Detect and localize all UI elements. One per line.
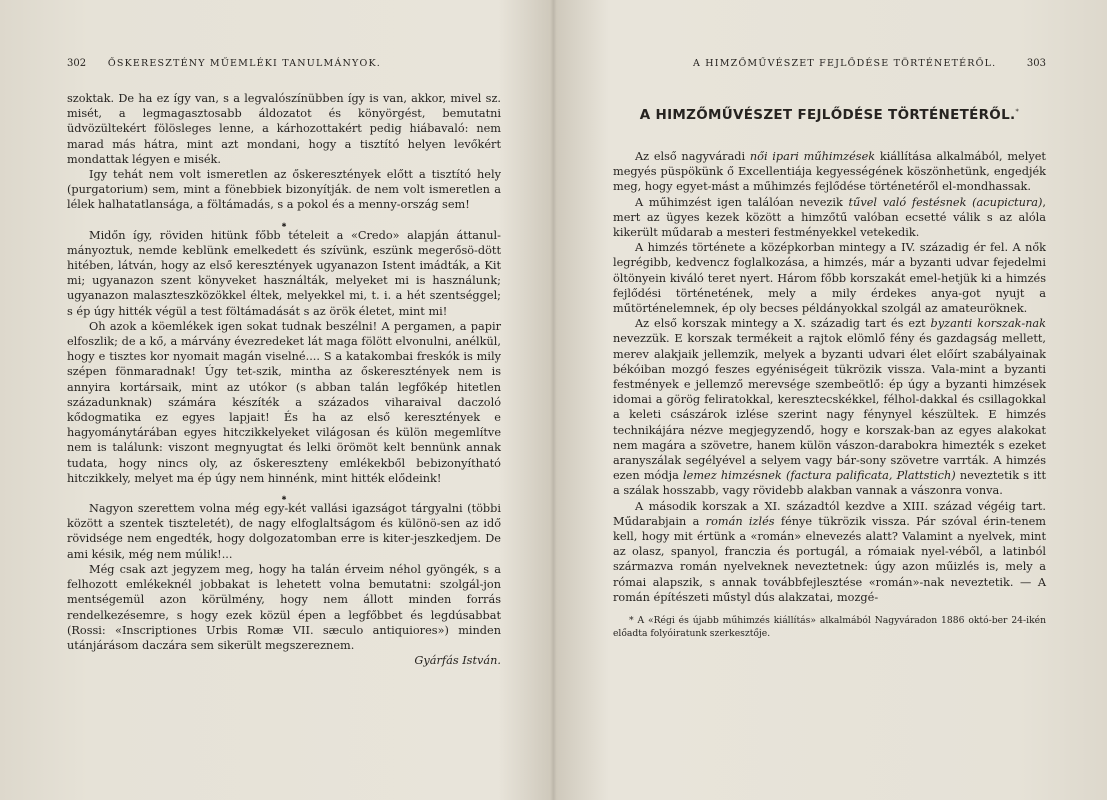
running-head-title-right: A HIMZŐMŰVÉSZET FEJLŐDÉSE TÖRTÉNETÉRŐL. — [693, 58, 997, 69]
text-run: A második korszak a XI. századtól kezdve a XIII. század végéig tart. Műdarabjain a — [613, 499, 1046, 528]
paragraph: Midőn így, röviden hitünk főbb tételeit a «Credo» alapján áttanul-mányoztuk, nemde keblünk emelkedett és szívünk, eszünk megerősö-dött hitében, látván, hogy az első keresztények ugyanazon Istent imádták, a Kit mi; ugyanazon szent könyveket használták, melyeket mi is használunk; ugyanazon malaszteszközökkel éltek, melyekkel mi, t. i. a hét szentséggel; s ép úgy hitték végül a test föltámadását s az örök életet, mint mi! — [67, 228, 501, 318]
article-body — [613, 149, 1046, 605]
footnote-marker: * — [1015, 107, 1020, 116]
italic-run: byzanti korszak-nak — [930, 317, 1046, 331]
paragraph — [613, 240, 1046, 316]
paragraph — [613, 316, 1046, 498]
page-number-right: 303 — [1026, 58, 1046, 69]
text-run: nevezzük. E korszak termékeit a rajtok elömlő fény és gazdagság mellett, merev alakjaik jellemzik, melyek a byzanti udvari élet előírt szabályainak békóiban mozgó feszes egyéniségeit tükrözik vissza. Vala-mint a byzanti festmények e jellemző merevsége szembeötlő: ép úgy a byzanti himzések idomai a görög feliratokkal, keresztecskékkel, félhol-dakkal és csillagokkal a keleti császárok izlése szerint nagy fénynyel készültek. E himzés technikájára nézve megjegyzendő, hogy e korszak-ban az egyes alakokat nem magára a szövetre, hanem külön vászon-darabokra himezték s ezeket aranyszálak segélyével a selyem vagy bár-sony szövetre varrták. A himzés ezen módja — [613, 332, 1046, 483]
paragraph: Még csak azt jegyzem meg, hogy ha talán érveim néhol gyöngék, s a felhozott emlékeknél jobbakat is lehetett volna bemutatni: szolgál-jon mentségemül azon körülmény, hogy nem állott minden forrás rendelkezésemre, s hogy ezek közül épen a legfőbbet és legdúsabbat (Rossi: «Inscriptiones Urbis Romæ VII. sæculo antiquiores») minden utánjárásom daczára sem sikerült megszereznem. — [67, 562, 501, 652]
running-head-title-left: ŐSKERESZTÉNY MŰEMLÉKI TANULMÁNYOK. — [107, 58, 381, 69]
paragraph — [613, 149, 1046, 195]
paragraph — [613, 195, 1046, 241]
footnote: * A «Régi és újabb műhimzés kiállítás» alkalmából Nagyváradon 1886 októ-ber 24-ikén előadta folyóiratunk szerkesztője. — [613, 615, 1046, 639]
page-number-left: 302 — [67, 58, 87, 69]
text-run: , mert az ügyes kezek között a himzőtű valóban ecsetté válik s az alóla kikerült műdarab a mesteri festményekkel vetekedik. — [613, 195, 1046, 240]
author-signature: Gyárfás István. — [414, 654, 501, 668]
paragraph: Nagyon szerettem volna még egy-két vallási igazságot tárgyalni (többi között a szentek tiszteletét), de nagy elfoglaltságom és különö-sen az idő rövidsége nem engedték, hogy dolgozatomban erre is kiter-jeszkedjem. De ami késik, még nem múlik!... — [67, 502, 501, 561]
italic-run: tűvel való festésnek (acupictura) — [848, 195, 1043, 209]
left-page: 302 ŐSKERESZTÉNY MŰEMLÉKI TANULMÁNYOK. szoktak. De ha ez így van, s a legvalószínübben így is van, akkor, mivel sz. misét, a legmagasztosabb áldozatot és könyörgést, bemutatni üdvözültekért fölösleges lenne, a kárhozottakért pedig hiábavaló: nem marad más hátra, mint azt mondani, hogy a tisztító helyen levőkért mondattak légyen e misék. Igy tehát nem volt ismeretlen az őskeresztények előtt a tisztító hely (purgatorium) sem, mint a fönebbiek bizonyítják. de nem volt ismeretlen a lélek halhatatlansága, a föltámadás, s a pokol és a menny-ország sem! ✱ Midőn így, röviden hitünk főbb tételeit a «Credo» alapján áttanul-mányoztuk, nemde keblünk emelkedett és szívünk, eszünk megerősö-dött hitében, látván, hogy az első keresztények ugyanazon Istent imádták, a Kit mi; ugyanazon szent könyveket használták, melyeket mi is használunk; ugyanazon malaszteszközökkel éltek, melyekkel mi, t. i. a hét szentséggel; s ép úgy hitték végül a test föltámadását s az örök életet, mint mi! Oh azok a köemlékek igen sokat tudnak beszélni! A pergamen, a papir elfoszlik; de a kő, a márvány évezredeket lát maga fölött elvonulni, anélkül, hogy e tisztes kor nyomait magán viselné.... S a katakombai freskók is mily szépen fönmaradnak! Úgy tet-szik, mintha az őskeresztények nem is annyira kortársaik, mint az utókor (s abban talán legfőkép hitetlen századunknak) számára készíték a százados viharaival daczoló kődogmatika ez egyes lapjait! És ha az első keresztények e hagyománytárában egyes hitczikkelyeket világosan és külön megemlítve nem is találunk: viszont megnyugtat és lelki örömöt kelt bennünk annak tudata, hogy nincs oly, az őskereszteny emlékekből bebizonyítható hitczikkely, melyet ma ép úgy nem hinnénk, mint hitték elődeink! ✱ Nagyon szerettem volna még egy-két vallási igazságot tárgyalni (többi között a szentek tiszteletét), de nagy elfoglaltságom és különö-sen az idő rövidsége nem engedték, hogy dolgozatomban erre is kiter-jeszkedjem. De ami késik, még nem múlik!... Még csak azt jegyzem meg, hogy ha talán érveim néhol gyöngék, s a felhozott emlékeknél jobbakat is lehetett volna bemutatni: szolgál-jon mentségemül azon körülmény, hogy nem állott minden forrás rendelkezésemre, s hogy ezek közül épen a legfőbbet és legdúsabbat (Rossi: «Inscriptiones Urbis Romæ VII. sæculo antiquiores») minden utánjárásom daczára sem sikerült megszereznem. Gyárfás István. — [67, 58, 501, 668]
paragraph: szoktak. De ha ez így van, s a legvalószínübben így is van, akkor, mivel sz. misét, a legmagasztosabb áldozatot és könyörgést, bemutatni üdvözültekért fölösleges lenne, a kárhozottakért pedig hiábavaló: nem marad más hátra, mint azt mondani, hogy a tisztító helyen levőkért mondattak légyen e misék. — [67, 92, 501, 166]
text-run: kiállítása alkalmából, melyet megyés püspökünk ő Excellentiája kegyességének köszönhetünk, engedjék meg, hogy egyet-mást a műhimzés fejlődése történetéről el-mondhassak. — [613, 150, 1046, 194]
right-page — [553, 0, 1106, 800]
text-run: Az első nagyváradi — [635, 150, 750, 163]
text-run: Az első korszak mintegy a X. századig tart és ezt — [635, 317, 931, 331]
paragraph: Igy tehát nem volt ismeretlen az őskeresztények előtt a tisztító hely (purgatorium) sem, mint a fönebbiek bizonyítják. de nem volt ismeretlen a lélek halhatatlansága, a föltámadás, s a pokol és a menny-ország sem! — [67, 168, 501, 212]
text-run: neveztetik s itt a szálak hosszabb, vagy rövidebb alakban vannak a vászonra vonva. — [613, 469, 1047, 498]
paragraph — [613, 499, 1046, 605]
article-title — [613, 107, 1046, 123]
article-title-text: A HIMZŐMŰVÉSZET FEJLŐDÉSE TÖRTÉNETÉRŐL. — [639, 107, 1016, 123]
italic-run: női ipari műhimzések — [749, 150, 876, 163]
text-run: fénye tükrözik vissza. Pár szóval érin-tenem kell, hogy mit értünk a «román» elnevezés alatt? Valamint a nyelvek, mint az olasz, spanyol, franczia és portugál, a rómaiak nyel-véből, a latinból származva román nyelveknek neveztetnek: úgy azon műizlés is, mely a római alapszik, s annak továbbfejlesztése «román»-nak neveztetik. — A román építészeti műstyl dús alakzatai, mozgé- — [613, 514, 1046, 604]
running-head-left — [67, 58, 501, 69]
text-run: A műhimzést igen találóan nevezik — [635, 195, 849, 209]
italic-run: román izlés — [705, 514, 775, 528]
paragraph: Oh azok a köemlékek igen sokat tudnak beszélni! A pergamen, a papir elfoszlik; de a kő, a márvány évezredeket lát maga fölött elvonulni, anélkül, hogy e tisztes kor nyomait magán viselné.... S a katakombai freskók is mily szépen fönmaradnak! Úgy tet-szik, mintha az őskeresztények nem is annyira kortársaik, mint az utókor (s abban talán legfőkép hitetlen századunknak) számára készíték a százados viharaival daczoló kődogmatika ez egyes lapjait! És ha az első keresztények e hagyománytárában egyes hitczikkelyeket világosan és külön megemlítve nem is találunk: viszont megnyugtat és lelki örömöt kelt bennünk annak tudata, hogy nincs oly, az őskereszteny emlékekből bebizonyítható hitczikkely, melyet ma ép úgy nem hinnénk, mint hitték elődeink! — [67, 319, 501, 485]
italic-run: lemez himzésnek (factura palificata, Plattstich) — [683, 469, 956, 483]
running-head-right — [613, 58, 1046, 69]
text-run: A himzés története a középkorban mintegy a IV. századig ér fel. A nők legrégibb, kedvencz foglalkozása, a himzés, már a byzanti udvar fejedelmi öltönyein kiváló teret nyert. Három főbb korszakát emel-hetjük ki a himzés fejlődési történetének, mely a mily érdekes anya-got nyujt a műtörténelemnek, ép oly becses példányokkal szolgál az amateuröknek. — [613, 241, 1046, 316]
